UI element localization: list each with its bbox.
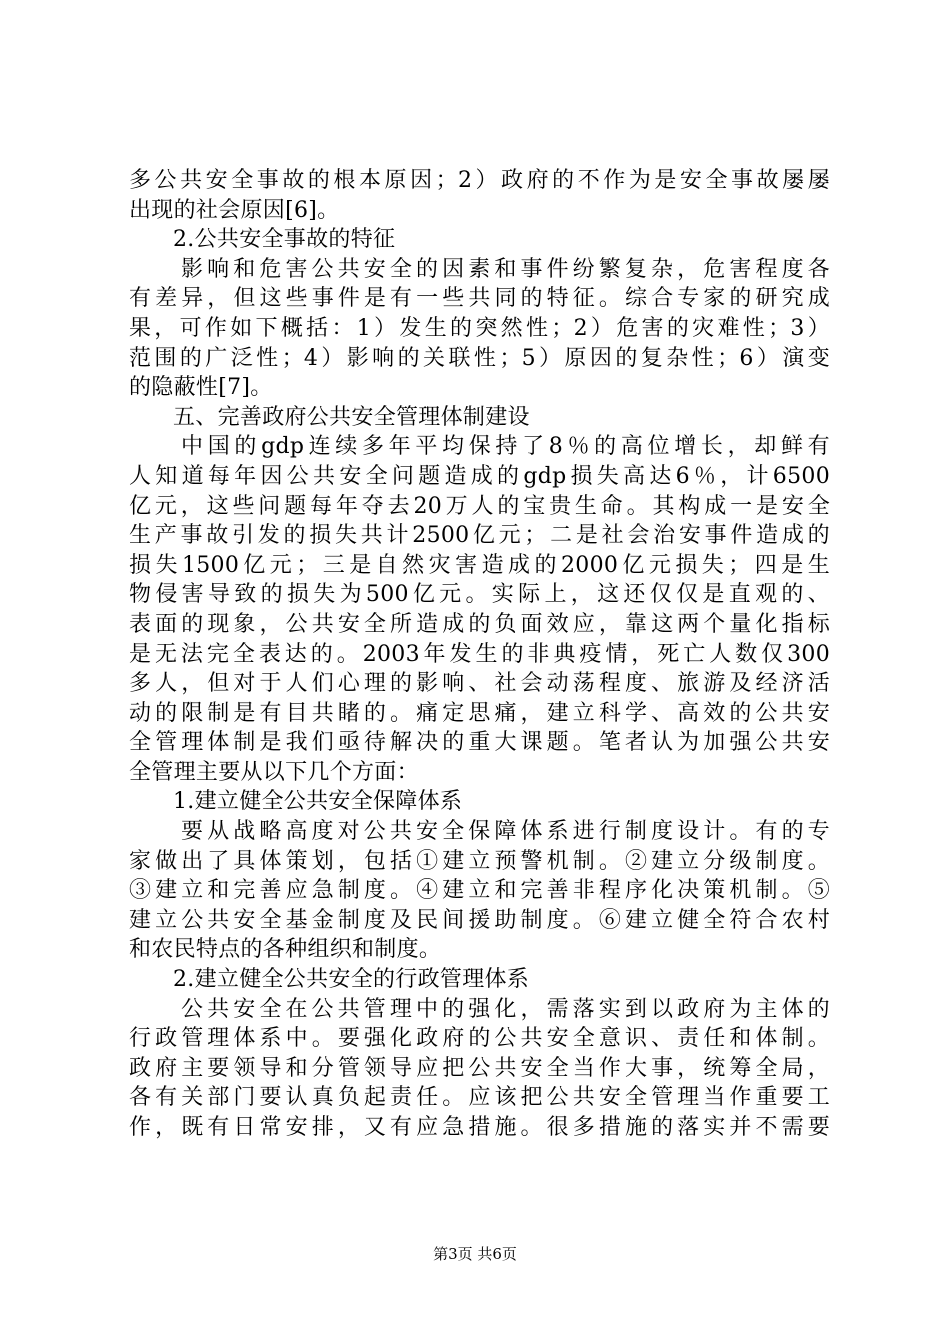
paragraph-line: 中国的gdp连续多年平均保持了8％的高位增长，却鲜有 [181,434,830,460]
paragraph-line: 人知道每年因公共安全问题造成的gdp损失高达6％，计6500 [129,463,830,489]
section-heading: 五、完善政府公共安全管理体制建设 [173,404,530,430]
paragraph-line: 生产事故引发的损失共计2500亿元；二是社会治安事件造成的 [129,523,830,549]
section-heading: 2.建立健全公共安全的行政管理体系 [173,967,530,993]
paragraph-line: 表面的现象，公共安全所造成的负面效应，靠这两个量化指标 [129,611,830,637]
paragraph-line: 各有关部门要认真负起责任。应该把公共安全管理当作重要工 [129,1085,830,1111]
section-heading: 1.建立健全公共安全保障体系 [173,789,463,815]
paragraph-line: 亿元，这些问题每年夺去20万人的宝贵生命。其构成一是安全 [129,493,830,519]
paragraph-line: 多公共安全事故的根本原因；2）政府的不作为是安全事故屡屡 [129,168,830,193]
paragraph-line: 范围的广泛性；4）影响的关联性；5）原因的复杂性；6）演变 [129,345,830,371]
paragraph-line: ③建立和完善应急制度。④建立和完善非程序化决策机制。⑤ [129,878,830,904]
paragraph-line: 多人，但对于人们心理的影响、社会动荡程度、旅游及经济活 [129,671,830,697]
body-text [129,166,830,1143]
paragraph-line: 家做出了具体策划，包括①建立预警机制。②建立分级制度。 [129,848,830,874]
paragraph-line: 政府主要领导和分管领导应把公共安全当作大事，统筹全局， [129,1055,830,1081]
paragraph-line: 和农民特点的各种组织和制度。 [129,937,442,963]
paragraph-line: 是无法完全表达的。2003年发生的非典疫情，死亡人数仅300 [129,641,830,667]
paragraph-line: 要从战略高度对公共安全保障体系进行制度设计。有的专 [181,819,830,845]
paragraph-line: 的隐蔽性[7]。 [129,375,273,401]
paragraph-line: 行政管理体系中。要强化政府的公共安全意识、责任和体制。 [129,1026,830,1052]
paragraph-line: 物侵害导致的损失为500亿元。实际上，这还仅仅是直观的、 [129,582,830,608]
paragraph-line: 全管理体制是我们亟待解决的重大课题。笔者认为加强公共安 [129,730,830,756]
paragraph-line: 果，可作如下概括：1）发生的突然性；2）危害的灾难性；3） [129,315,830,341]
paragraph-line: 损失1500亿元；三是自然灾害造成的2000亿元损失；四是生 [129,552,830,578]
paragraph-line: 出现的社会原因[6]。 [129,197,340,223]
paragraph-line: 公共安全在公共管理中的强化，需落实到以政府为主体的 [181,996,830,1022]
paragraph-line: 作，既有日常安排，又有应急措施。很多措施的落实并不需要 [129,1115,830,1140]
paragraph-line: 全管理主要从以下几个方面： [129,759,419,785]
paragraph-line: 动的限制是有目共睹的。痛定思痛，建立科学、高效的公共安 [129,700,830,726]
section-heading: 2.公共安全事故的特征 [173,227,396,253]
paragraph-line: 建立公共安全基金制度及民间援助制度。⑥建立健全符合农村 [129,907,830,933]
paragraph-line: 影响和危害公共安全的因素和事件纷繁复杂，危害程度各 [181,256,830,282]
paragraph-line: 有差异，但这些事件是有一些共同的特征。综合专家的研究成 [129,286,830,312]
page-footer: 第3页 共6页 [433,1245,517,1263]
